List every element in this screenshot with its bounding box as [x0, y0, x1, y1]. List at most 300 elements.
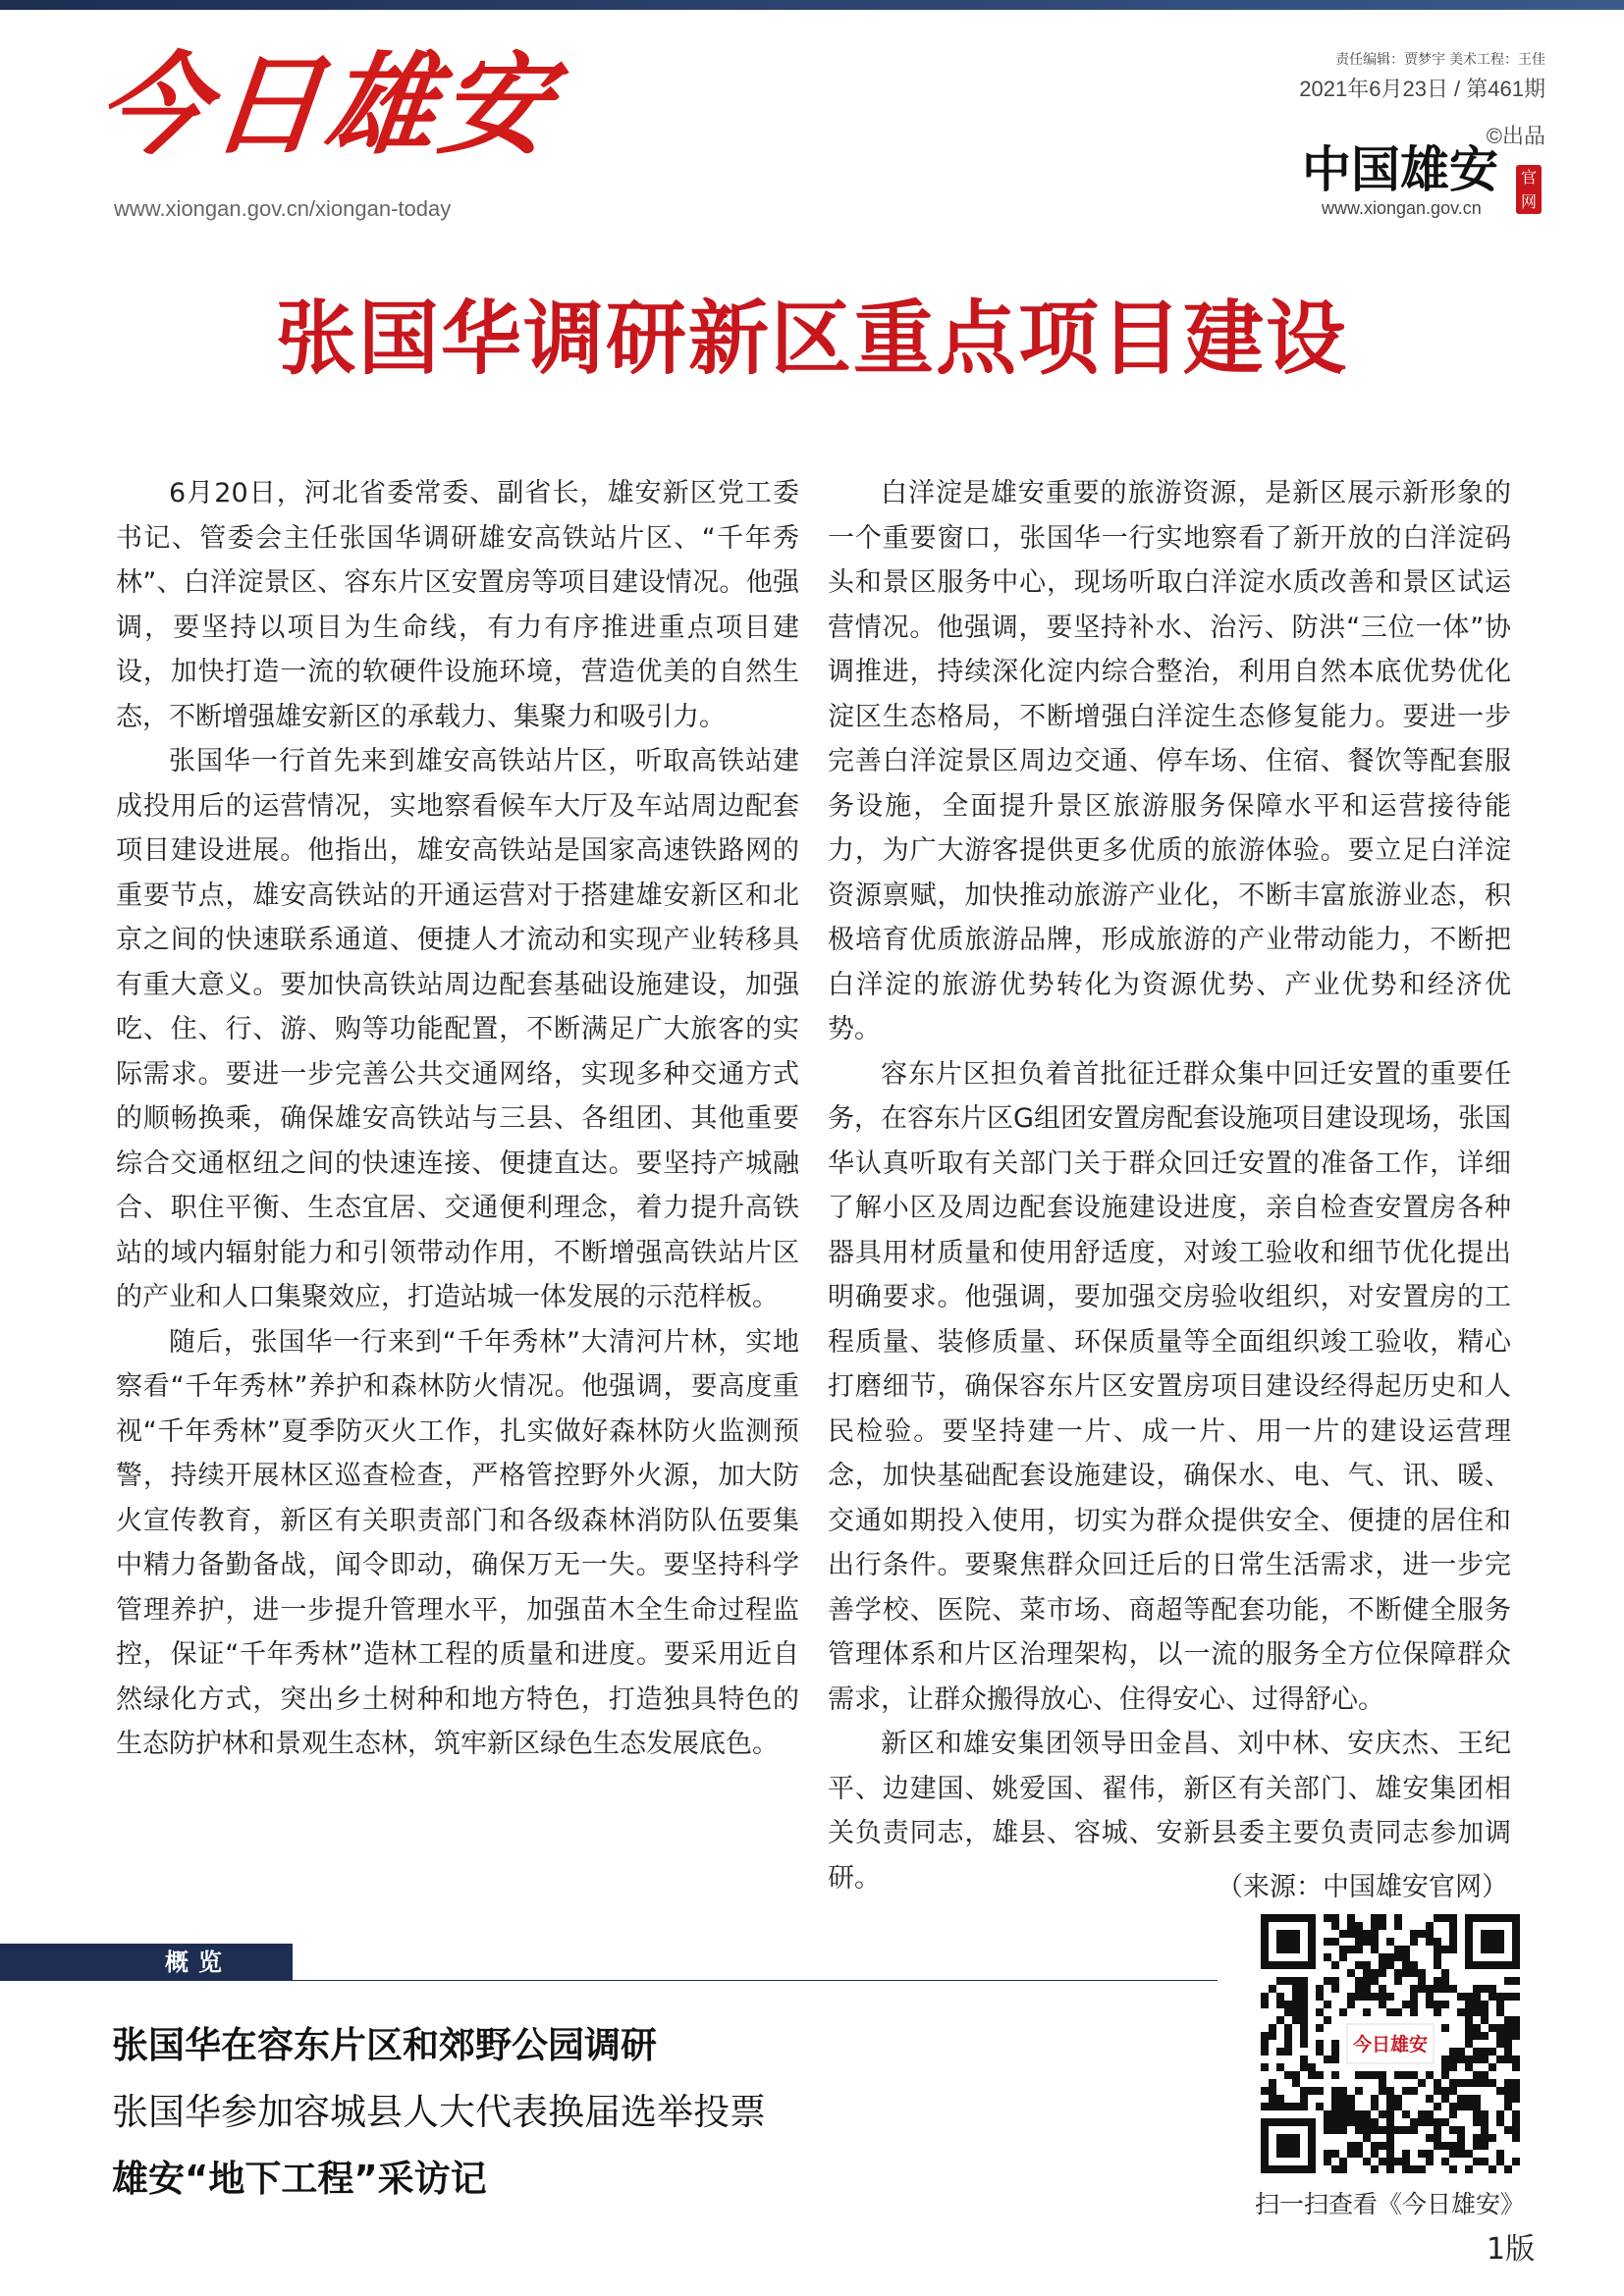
- qr-module: [1347, 1969, 1355, 1977]
- qr-module: [1434, 2008, 1441, 2016]
- qr-module: [1284, 2040, 1292, 2048]
- qr-module: [1504, 2126, 1512, 2134]
- partner-url[interactable]: www.xiongan.gov.cn: [1322, 198, 1482, 218]
- qr-module: [1465, 2024, 1473, 2032]
- qr-module: [1441, 2087, 1449, 2095]
- qr-module: [1449, 2103, 1457, 2110]
- qr-module: [1402, 2087, 1410, 2095]
- qr-module: [1355, 1985, 1363, 1993]
- qr-module: [1261, 2001, 1269, 2008]
- qr-module: [1379, 1961, 1386, 1969]
- qr-module: [1457, 2079, 1465, 2087]
- qr-module: [1434, 2126, 1441, 2134]
- qr-module: [1379, 1969, 1386, 1977]
- qr-module: [1449, 2165, 1457, 2173]
- qr-module: [1402, 2158, 1410, 2165]
- qr-module: [1410, 1938, 1418, 1946]
- qr-module: [1496, 2158, 1504, 2165]
- qr-module: [1276, 2063, 1284, 2071]
- qr-module: [1465, 2095, 1473, 2103]
- qr-module: [1504, 2032, 1512, 2040]
- qr-module: [1331, 2110, 1339, 2118]
- qr-module: [1496, 2001, 1504, 2008]
- qr-module: [1363, 2008, 1371, 2016]
- qr-module: [1402, 2150, 1410, 2158]
- qr-module: [1371, 1930, 1379, 1938]
- qr-module: [1276, 2016, 1284, 2024]
- qr-module: [1465, 2008, 1473, 2016]
- qr-module: [1402, 1946, 1410, 1953]
- qr-module: [1489, 2134, 1496, 2142]
- qr-module: [1512, 2024, 1520, 2032]
- masthead-logo: 今日雄安: [91, 41, 561, 170]
- qr-module: [1434, 1977, 1441, 1985]
- qr-module: [1300, 2024, 1308, 2032]
- qr-module: [1371, 2142, 1379, 2150]
- qr-module: [1347, 1914, 1355, 1922]
- qr-module: [1276, 1977, 1284, 1985]
- qr-module: [1316, 2103, 1324, 2110]
- qr-module: [1504, 2040, 1512, 2048]
- qr-module: [1504, 2095, 1512, 2103]
- qr-module: [1300, 1977, 1308, 1985]
- qr-module: [1496, 2118, 1504, 2126]
- qr-module: [1386, 2103, 1394, 2110]
- qr-module: [1512, 2110, 1520, 2118]
- qr-module: [1441, 1946, 1449, 1953]
- qr-module: [1465, 2056, 1473, 2063]
- qr-module: [1449, 1946, 1457, 1953]
- qr-module: [1386, 1993, 1394, 2001]
- qr-module: [1324, 2158, 1331, 2165]
- qr-module: [1300, 2095, 1308, 2103]
- qr-module: [1512, 2079, 1520, 2087]
- qr-module: [1269, 2095, 1276, 2103]
- qr-module: [1441, 2158, 1449, 2165]
- qr-module: [1316, 2040, 1324, 2048]
- qr-module: [1339, 2158, 1347, 2165]
- qr-module: [1363, 1938, 1371, 1946]
- qr-module: [1284, 2008, 1292, 2016]
- qr-module: [1434, 1953, 1441, 1961]
- qr-module: [1512, 2095, 1520, 2103]
- qr-module: [1473, 2048, 1481, 2056]
- qr-module: [1512, 2016, 1520, 2024]
- qr-module: [1465, 2032, 1473, 2040]
- qr-module: [1363, 2134, 1371, 2142]
- qr-module: [1449, 2056, 1457, 2063]
- qr-module: [1355, 1930, 1363, 1938]
- qr-module: [1379, 2110, 1386, 2118]
- qr-module: [1386, 2008, 1394, 2016]
- qr-module: [1292, 2016, 1300, 2024]
- qr-module: [1331, 2103, 1339, 2110]
- qr-module: [1465, 2063, 1473, 2071]
- qr-module: [1457, 2103, 1465, 2110]
- qr-module: [1434, 2118, 1441, 2126]
- qr-module: [1394, 2126, 1402, 2134]
- qr-module: [1371, 1969, 1379, 1977]
- qr-module: [1394, 1946, 1402, 1953]
- qr-module: [1496, 2110, 1504, 2118]
- qr-module: [1504, 2103, 1512, 2110]
- qr-module: [1331, 1961, 1339, 1969]
- qr-module: [1434, 1938, 1441, 1946]
- qr-module: [1355, 2071, 1363, 2079]
- qr-module: [1386, 2134, 1394, 2142]
- qr-module: [1481, 2142, 1489, 2150]
- qr-module: [1324, 1977, 1331, 1985]
- qr-module: [1324, 2126, 1331, 2134]
- qr-module: [1481, 2071, 1489, 2079]
- qr-module: [1489, 1993, 1496, 2001]
- overview-divider: [293, 1980, 1218, 1981]
- qr-module: [1394, 2071, 1402, 2079]
- qr-module: [1261, 2087, 1269, 2095]
- qr-module: [1331, 1914, 1339, 1922]
- qr-module: [1379, 2079, 1386, 2087]
- qr-module: [1441, 1969, 1449, 1977]
- qr-module: [1402, 2001, 1410, 2008]
- qr-module: [1504, 2165, 1512, 2173]
- qr-module: [1473, 2095, 1481, 2103]
- qr-module: [1418, 2165, 1426, 2173]
- article-column-right: [828, 471, 1511, 1900]
- qr-module: [1371, 1993, 1379, 2001]
- qr-module: [1512, 2087, 1520, 2095]
- qr-module: [1363, 2126, 1371, 2134]
- qr-module: [1371, 1914, 1379, 1922]
- article-paragraph: 新区和雄安集团领导田金昌、刘中林、安庆杰、王纪平、边建国、姚爱国、翟伟，新区有关部门、雄安集团相关负责同志，雄县、容城、安新县委主要负责同志参加调研。: [828, 1729, 1511, 1894]
- qr-module: [1386, 2118, 1394, 2126]
- qr-module: [1402, 1969, 1410, 1977]
- issue-date: 2021年6月23日 / 第461期: [1299, 77, 1545, 101]
- qr-module: [1481, 2118, 1489, 2126]
- qr-module: [1363, 2110, 1371, 2118]
- qr-module: [1347, 2095, 1355, 2103]
- qr-module: [1402, 2165, 1410, 2173]
- qr-module: [1379, 1985, 1386, 1993]
- qr-module: [1496, 2087, 1504, 2095]
- qr-module: [1441, 2001, 1449, 2008]
- qr-module: [1300, 2032, 1308, 2040]
- qr-module: [1402, 2071, 1410, 2079]
- qr-module: [1276, 2095, 1284, 2103]
- qr-module: [1269, 2079, 1276, 2087]
- qr-module: [1339, 2110, 1347, 2118]
- qr-module: [1347, 2103, 1355, 2110]
- qr-module: [1496, 2024, 1504, 2032]
- qr-module: [1457, 2126, 1465, 2134]
- qr-module: [1465, 2165, 1473, 2173]
- qr-module: [1324, 2118, 1331, 2126]
- qr-module: [1386, 2110, 1394, 2118]
- qr-module: [1426, 2001, 1434, 2008]
- qr-module: [1363, 1969, 1371, 1977]
- qr-module: [1481, 2110, 1489, 2118]
- qr-module: [1347, 2001, 1355, 2008]
- qr-module: [1339, 2165, 1347, 2173]
- qr-module: [1473, 2142, 1481, 2150]
- qr-module: [1347, 1930, 1355, 1938]
- qr-module: [1292, 2001, 1300, 2008]
- qr-module: [1355, 2126, 1363, 2134]
- qr-module: [1339, 2087, 1347, 2095]
- qr-module: [1465, 2103, 1473, 2110]
- qr-module: [1426, 2150, 1434, 2158]
- qr-module: [1457, 2056, 1465, 2063]
- qr-module: [1316, 2008, 1324, 2016]
- qr-module: [1418, 1985, 1426, 1993]
- qr-module: [1379, 1922, 1386, 1930]
- qr-module: [1371, 1946, 1379, 1953]
- qr-module: [1449, 2126, 1457, 2134]
- qr-module: [1434, 1985, 1441, 1993]
- qr-module: [1457, 2142, 1465, 2150]
- qr-code[interactable]: [1261, 1914, 1520, 2173]
- qr-module: [1473, 2071, 1481, 2079]
- qr-module: [1347, 1922, 1355, 1930]
- qr-module: [1426, 1993, 1434, 2001]
- qr-module: [1355, 1938, 1363, 1946]
- qr-module: [1331, 2040, 1339, 2048]
- qr-module: [1284, 2071, 1292, 2079]
- qr-module: [1504, 2016, 1512, 2024]
- qr-module: [1324, 1953, 1331, 1961]
- qr-module: [1449, 1914, 1457, 1922]
- qr-module: [1371, 2165, 1379, 2173]
- qr-module: [1339, 2095, 1347, 2103]
- qr-module: [1324, 2001, 1331, 2008]
- qr-module: [1300, 2040, 1308, 2048]
- qr-module: [1324, 1914, 1331, 1922]
- qr-module: [1355, 1961, 1363, 1969]
- qr-module: [1512, 1977, 1520, 1985]
- qr-module: [1426, 1938, 1434, 1946]
- qr-module: [1347, 1946, 1355, 1953]
- qr-module: [1331, 2150, 1339, 2158]
- qr-module: [1339, 2103, 1347, 2110]
- qr-module: [1410, 2126, 1418, 2134]
- partner-seal-text: 官网: [1520, 168, 1537, 211]
- qr-module: [1402, 2126, 1410, 2134]
- overview-list: [112, 2012, 766, 2213]
- qr-module: [1363, 1961, 1371, 1969]
- qr-module: [1457, 1993, 1465, 2001]
- qr-module: [1394, 2008, 1402, 2016]
- qr-module: [1339, 2008, 1347, 2016]
- article-paragraph: 容东片区担负着首批征迁群众集中回迁安置的重要任务，在容东片区G组团安置房配套设施项目建设现场，张国华认真听取有关部门关于群众回迁安置的准备工作，详细了解小区及周边配套设施建设进度，亲自检查安置房各种器具用材质量和使用舒适度，对竣工验收和细节优化提出明确要求。他强调，要加强交房验收组织，对安置房的工程质量、装修质量、环保质量等全面组织竣工验收，精心打磨细节，确保容东片区安置房项目建设经得起历史和人民检验。要坚持建一片、成一片、用一片的建设运营理念，加快基础配套设施建设，确保水、电、气、讯、暖、交通如期投入使用，切实为群众提供安全、便捷的居住和出行条件。要聚焦群众回迁后的日常生活需求，进一步完善学校、医院、菜市场、商超等配套功能，不断健全服务管理体系和片区治理架构，以一流的服务全方位保障群众需求，让群众搬得放心、住得安心、过得舒心。: [828, 1058, 1511, 1715]
- qr-module: [1355, 2150, 1363, 2158]
- qr-module: [1284, 1977, 1292, 1985]
- qr-module: [1434, 1961, 1441, 1969]
- qr-module: [1300, 2016, 1308, 2024]
- qr-module: [1292, 1977, 1300, 1985]
- masthead-url[interactable]: www.xiongan.gov.cn/xiongan-today: [114, 196, 452, 221]
- qr-module: [1386, 1961, 1394, 1969]
- qr-module: [1504, 2048, 1512, 2056]
- qr-module: [1371, 2071, 1379, 2079]
- qr-module: [1426, 2110, 1434, 2118]
- qr-module: [1512, 1993, 1520, 2001]
- qr-module: [1300, 2008, 1308, 2016]
- qr-module: [1371, 2126, 1379, 2134]
- qr-module: [1473, 2134, 1481, 2142]
- qr-module: [1496, 2008, 1504, 2016]
- qr-module: [1418, 1930, 1426, 1938]
- qr-module: [1355, 1993, 1363, 2001]
- qr-module: [1481, 2016, 1489, 2024]
- qr-module: [1363, 2118, 1371, 2126]
- qr-module: [1410, 2165, 1418, 2173]
- article-paragraph: 白洋淀是雄安重要的旅游资源，是新区展示新形象的一个重要窗口，张国华一行实地察看了新开放的白洋淀码头和景区服务中心，现场听取白洋淀水质改善和景区试运营情况。他强调，要坚持补水、治污、防洪“三位一体”协调推进，持续深化淀内综合整治，利用自然本底优势优化淀区生态格局，不断增强白洋淀生态修复能力。要进一步完善白洋淀景区周边交通、停车场、住宿、餐饮等配套服务设施，全面提升景区旅游服务保障水平和运营接待能力，为广大游客提供更多优质的旅游体验。要立足白洋淀资源禀赋，加快推动旅游产业化，不断丰富旅游业态，积极培育优质旅游品牌，形成旅游的产业带动能力，不断把白洋淀的旅游优势转化为资源优势、产业优势和经济优势。: [828, 478, 1511, 1044]
- qr-module: [1434, 2079, 1441, 2087]
- qr-module: [1331, 2165, 1339, 2173]
- article-paragraph: 张国华一行首先来到雄安高铁站片区，听取高铁站建成投用后的运营情况，实地察看候车大厅及车站周边配套项目建设进展。他指出，雄安高铁站是国家高速铁路网的重要节点，雄安高铁站的开通运营对于搭建雄安新区和北京之间的快速联系通道、便捷人才流动和实现产业转移具有重大意义。要加快高铁站周边配套基础设施建设，加强吃、住、行、游、购等功能配置，不断满足广大旅客的实际需求。要进一步完善公共交通网络，实现多种交通方式的顺畅换乘，确保雄安高铁站与三县、各组团、其他重要综合交通枢纽之间的快速连接、便捷直达。要坚持产城融合、职住平衡、生态宜居、交通便利理念，着力提升高铁站的域内辐射能力和引领带动作用，不断增强高铁站片区的产业和人口集聚效应，打造站城一体发展的示范样板。: [116, 746, 799, 1312]
- qr-module: [1418, 2110, 1426, 2118]
- qr-module: [1410, 2118, 1418, 2126]
- qr-module: [1316, 1993, 1324, 2001]
- qr-code-graphic: [1261, 1914, 1520, 2173]
- qr-module: [1347, 2110, 1355, 2118]
- qr-module: [1434, 1946, 1441, 1953]
- qr-module: [1379, 2087, 1386, 2095]
- qr-module: [1316, 1985, 1324, 1993]
- qr-module: [1261, 2032, 1269, 2040]
- qr-module: [1324, 2056, 1331, 2063]
- qr-module: [1449, 2150, 1457, 2158]
- qr-module: [1292, 2079, 1300, 2087]
- qr-module: [1496, 2056, 1504, 2063]
- qr-module: [1347, 2150, 1355, 2158]
- qr-module: [1402, 1953, 1410, 1961]
- qr-module: [1481, 2079, 1489, 2087]
- qr-module: [1347, 2142, 1355, 2150]
- qr-module: [1489, 2165, 1496, 2173]
- article-source: （来源：中国雄安官网）: [1217, 1872, 1508, 1902]
- qr-module: [1441, 2063, 1449, 2071]
- overview-item[interactable]: 张国华参加容城县人大代表换届选举投票: [112, 2091, 766, 2133]
- qr-module: [1504, 2079, 1512, 2087]
- qr-module: [1316, 2024, 1324, 2032]
- publisher-mark: ©出品: [1486, 124, 1545, 148]
- qr-module: [1441, 1914, 1449, 1922]
- article-column-left: [116, 471, 799, 1767]
- qr-module: [1512, 2158, 1520, 2165]
- qr-module: [1331, 2087, 1339, 2095]
- qr-module: [1339, 1953, 1347, 1961]
- qr-module: [1386, 2095, 1394, 2103]
- qr-module: [1496, 2032, 1504, 2040]
- qr-module: [1449, 2048, 1457, 2056]
- qr-module: [1324, 2110, 1331, 2118]
- qr-module: [1410, 1930, 1418, 1938]
- qr-module: [1394, 1922, 1402, 1930]
- qr-module: [1324, 2016, 1331, 2024]
- qr-module: [1363, 1985, 1371, 1993]
- qr-module: [1426, 1930, 1434, 1938]
- qr-module: [1269, 1985, 1276, 1993]
- qr-module: [1371, 1938, 1379, 1946]
- qr-module: [1434, 2142, 1441, 2150]
- qr-module: [1331, 1938, 1339, 1946]
- qr-module: [1418, 2150, 1426, 2158]
- qr-module: [1394, 2095, 1402, 2103]
- qr-module: [1386, 2142, 1394, 2150]
- qr-module: [1418, 1969, 1426, 1977]
- qr-module: [1276, 2048, 1284, 2056]
- qr-module: [1261, 2048, 1269, 2056]
- editor-credits: 责任编辑：贾梦宇 美术工程：王佳: [1335, 51, 1545, 67]
- qr-module: [1355, 1922, 1363, 1930]
- partner-logo: 中国雄安: [1302, 140, 1498, 198]
- qr-module: [1512, 2063, 1520, 2071]
- overview-item[interactable]: 张国华在容东片区和郊野公园调研: [112, 2024, 657, 2066]
- qr-module: [1504, 2087, 1512, 2095]
- qr-module: [1371, 2103, 1379, 2110]
- qr-caption: 扫一扫查看《今日雄安》: [1255, 2190, 1526, 2218]
- qr-module: [1347, 1993, 1355, 2001]
- qr-module: [1355, 2118, 1363, 2126]
- qr-module: [1284, 2032, 1292, 2040]
- qr-module: [1449, 1930, 1457, 1938]
- qr-module: [1434, 2134, 1441, 2142]
- qr-module: [1355, 2110, 1363, 2118]
- page-number: 1版: [1487, 2232, 1536, 2267]
- qr-module: [1449, 1938, 1457, 1946]
- qr-module: [1465, 2040, 1473, 2048]
- qr-module: [1481, 2008, 1489, 2016]
- qr-module: [1489, 2024, 1496, 2032]
- qr-module: [1300, 2056, 1308, 2063]
- qr-module: [1300, 1993, 1308, 2001]
- qr-module: [1449, 2079, 1457, 2087]
- qr-module: [1292, 1993, 1300, 2001]
- qr-module: [1371, 1977, 1379, 1985]
- qr-module: [1331, 2118, 1339, 2126]
- qr-module: [1418, 1977, 1426, 1985]
- qr-module: [1386, 2158, 1394, 2165]
- qr-module: [1512, 2056, 1520, 2063]
- qr-module: [1331, 2056, 1339, 2063]
- qr-module: [1449, 2063, 1457, 2071]
- qr-module: [1434, 1914, 1441, 1922]
- qr-module: [1402, 2110, 1410, 2118]
- qr-module: [1331, 1977, 1339, 1985]
- qr-module: [1371, 2095, 1379, 2103]
- qr-module: [1489, 1985, 1496, 1993]
- qr-module: [1504, 2024, 1512, 2032]
- qr-module: [1473, 2024, 1481, 2032]
- qr-module: [1331, 1922, 1339, 1930]
- qr-module: [1441, 1977, 1449, 1985]
- qr-module: [1339, 2126, 1347, 2134]
- qr-module: [1394, 1914, 1402, 1922]
- qr-module: [1410, 2071, 1418, 2079]
- qr-module: [1324, 1938, 1331, 1946]
- qr-module: [1324, 2150, 1331, 2158]
- qr-module: [1410, 2001, 1418, 2008]
- qr-center-label: 今日雄安: [1352, 2034, 1429, 2056]
- qr-module: [1379, 1953, 1386, 1961]
- qr-module: [1379, 2071, 1386, 2079]
- qr-module: [1269, 2024, 1276, 2032]
- qr-module: [1410, 1969, 1418, 1977]
- headline: 张国华调研新区重点项目建设: [275, 292, 1348, 386]
- overview-item[interactable]: 雄安“地下工程”采访记: [112, 2158, 487, 2200]
- qr-module: [1473, 2079, 1481, 2087]
- qr-module: [1441, 2024, 1449, 2032]
